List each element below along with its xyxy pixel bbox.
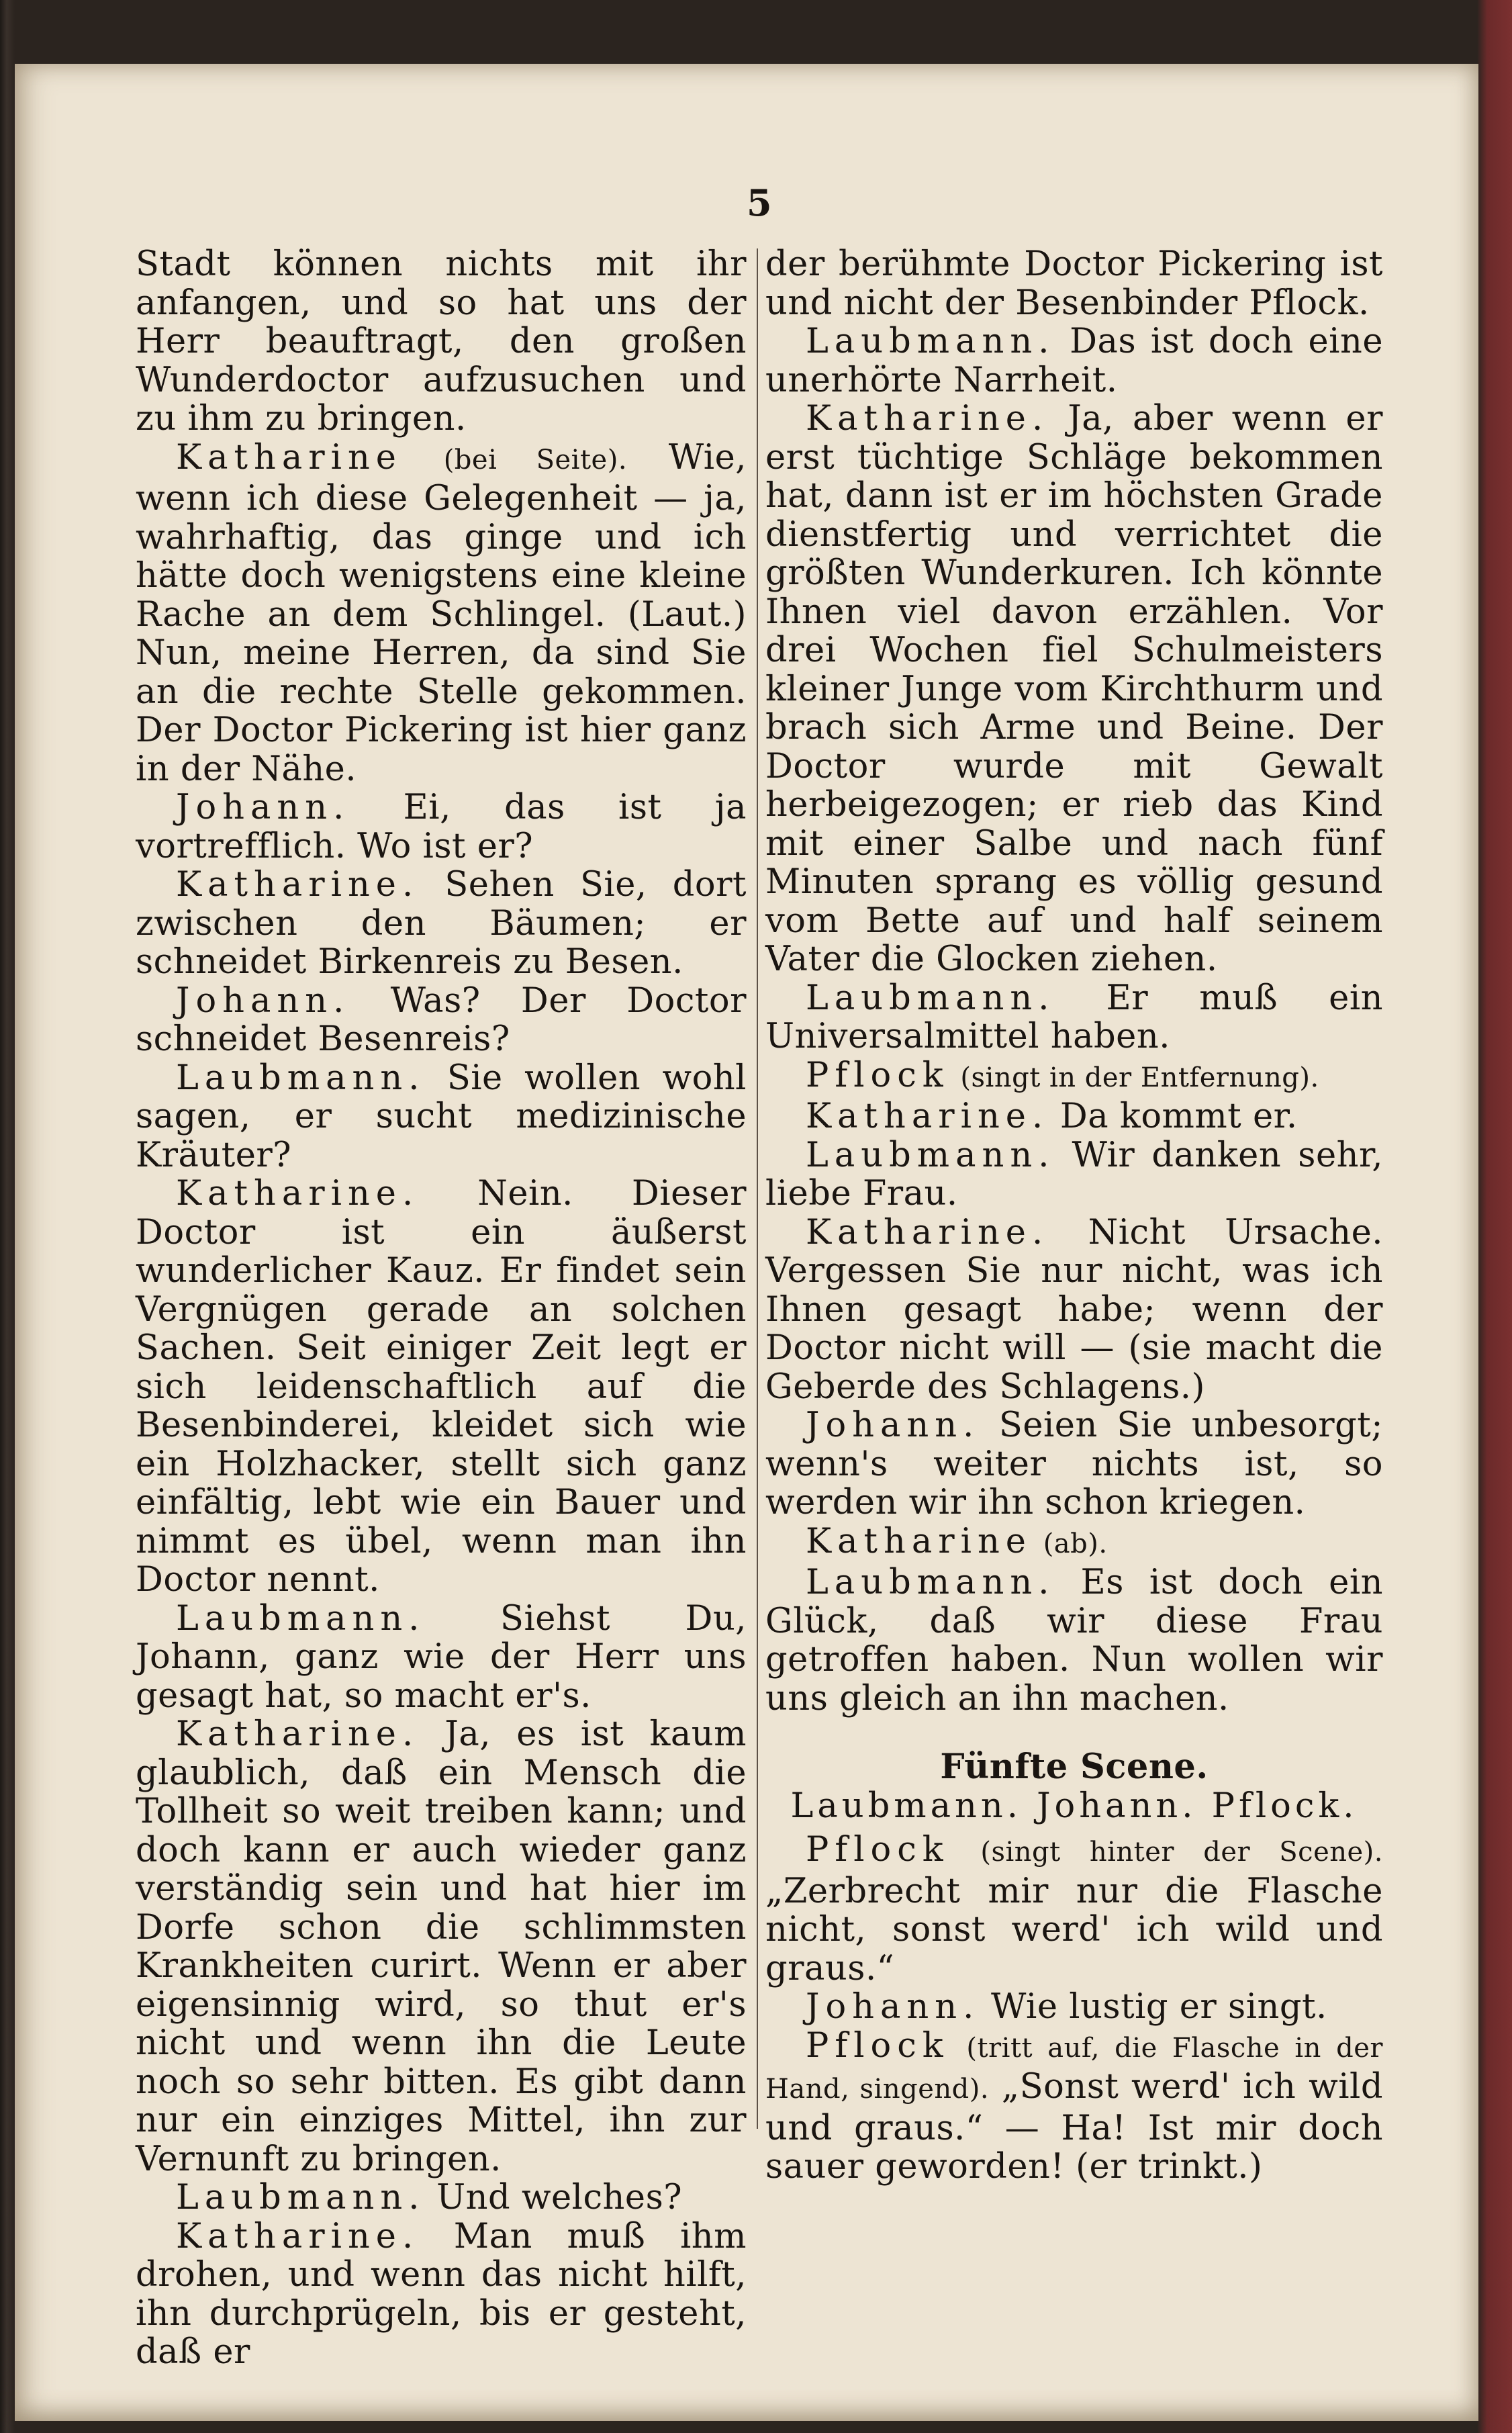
dialogue-text: Da kommt er.: [1059, 1097, 1298, 1136]
left-column: [136, 245, 747, 2372]
dialogue-paragraph: [765, 1136, 1383, 1213]
dialogue-paragraph: [136, 982, 747, 1059]
stage-direction: (singt in der Entfernung).: [960, 1062, 1319, 1093]
dialogue-text: Das ist doch eine unerhörte Narrheit.: [765, 322, 1383, 400]
speaker-name: Johann.: [176, 980, 350, 1021]
dialogue-paragraph: [136, 1175, 747, 1600]
right-column: [765, 245, 1383, 2187]
dialogue-text: Wie lustig er singt.: [991, 1987, 1327, 2027]
speaker-name: Pflock: [806, 2025, 949, 2066]
dialogue-paragraph: [136, 866, 747, 982]
stage-direction: (singt hinter der Scene).: [980, 1837, 1383, 1868]
dialogue-text: Sie wollen wohl sagen, er sucht medizinische Kräuter?: [136, 1058, 747, 1175]
stage-direction: (bei Seite).: [443, 444, 628, 475]
speaker-name: Laubmann.: [176, 1058, 426, 1098]
speaker-name: Katharine.: [176, 2216, 420, 2256]
dialogue-paragraph: [765, 322, 1383, 400]
dialogue-paragraph: [136, 2217, 747, 2372]
dialogue-text: Sehen Sie, dort zwischen den Bäumen; er schneidet Birkenreis zu Besen.: [136, 865, 747, 982]
dialogue-paragraph: [136, 1600, 747, 1716]
dialogue-text: Seien Sie unbesorgt; wenn's weiter nichts ist, so werden wir ihn schon kriegen.: [765, 1406, 1383, 1522]
speaker-name: Katharine.: [176, 1174, 420, 1213]
speaker-name: Johann.: [806, 1406, 980, 1445]
dialogue-paragraph: [765, 1213, 1383, 1407]
dialogue-text: Und welches?: [436, 2178, 683, 2217]
dialogue-text: „Zerbrecht mir nur die Flasche nicht, sonst werd' ich wild und graus.“: [765, 1871, 1383, 1988]
dialogue-text: Er muß ein Universalmittel haben.: [765, 978, 1383, 1056]
dialogue-paragraph: [765, 1406, 1383, 1522]
scene-heading: Fünfte Scene.: [940, 1747, 1209, 1787]
dialogue-paragraph: [765, 245, 1383, 322]
dialogue-paragraph: [765, 1563, 1383, 1718]
column-divider: [757, 248, 758, 2129]
right-column-dialogue: [765, 245, 1383, 1718]
dialogue-text: „Sonst werd' ich wild und graus.“ — Ha! Ist mir doch sauer geworden! (er trinkt.): [765, 2067, 1383, 2187]
speaker-name: Katharine.: [806, 1212, 1049, 1252]
speaker-name: Katharine.: [176, 1714, 420, 1754]
dialogue-paragraph: [765, 979, 1383, 1056]
dialogue-paragraph: [765, 1097, 1383, 1136]
speaker-name: Katharine: [176, 437, 402, 477]
dialogue-text: Stadt können nichts mit ihr anfangen, und so hat uns der Herr beauftragt, den großen Wunderdoctor aufzusuchen und zu ihm zu bringen.: [136, 244, 747, 439]
stage-direction: (ab).: [1043, 1528, 1108, 1559]
speaker-name: Laubmann.: [176, 2178, 426, 2217]
speaker-name: Laubmann.: [806, 322, 1055, 361]
dialogue-paragraph: [136, 1059, 747, 1175]
dialogue-text: Ei, das ist ja vortrefflich. Wo ist er?: [136, 788, 747, 866]
speaker-name: Katharine.: [806, 399, 1049, 439]
speaker-name: Johann.: [806, 1987, 980, 2027]
dialogue-paragraph: [765, 1988, 1383, 2027]
dialogue-text: Nein. Dieser Doctor ist ein äußerst wunderlicher Kauz. Er findet sein Vergnügen gerade an solchen Sachen. Seit einiger Zeit legt er sich leidenschaftlich auf die Besenbinderei, kleidet sich wie ein Holzhacker, stellt sich ganz einfältig, lebt wie ein Bauer und nimmt es übel, wenn man ihn Doctor nennt.: [136, 1174, 747, 1600]
page-number: 5: [747, 181, 772, 224]
dialogue-text: Ja, es ist kaum glaublich, daß ein Mensch die Tollheit so weit treiben kann; und doch kann er auch wieder ganz verständig sein und hat hier im Dorfe schon die schlimmsten Krankheiten curirt. Wenn er aber eigensinnig wird, so thut er's nicht und wenn ihn die Leute noch so sehr bitten. Es gibt dann nur ein einziges Mittel, ihn zur Vernunft zu bringen.: [136, 1714, 747, 2179]
dialogue-paragraph: [136, 2178, 747, 2217]
dialogue-text: Ja, aber wenn er erst tüchtige Schläge bekommen hat, dann ist er im höchsten Grade dienstfertig und verrichtet die größten Wunderkuren. Ich könnte Ihnen viel davon erzählen. Vor drei Wochen fiel Schulmeisters kleiner Junge vom Kirchthurm und brach sich Arme und Beine. Der Doctor wurde mit Gewalt herbeigezogen; er rieb das Kind mit einer Salbe und nach fünf Minuten sprang es völlig gesund vom Bette auf und half seinem Vater die Glocken ziehen.: [765, 399, 1383, 979]
dialogue-paragraph: [136, 788, 747, 866]
dialogue-text: Man muß ihm drohen, und wenn das nicht hilft, ihn durchprügeln, bis er gesteht, daß er: [136, 2216, 747, 2372]
dialogue-paragraph: [136, 439, 747, 789]
dialogue-text: Wir danken sehr, liebe Frau.: [765, 1135, 1383, 1213]
scene-dialogue: [765, 1831, 1383, 2187]
speaker-name: Katharine.: [806, 1097, 1049, 1136]
scene-cast: Laubmann. Johann. Pflock.: [790, 1786, 1358, 1826]
dialogue-text: der berühmte Doctor Pickering ist und nicht der Besenbinder Pflock.: [765, 244, 1383, 323]
dialogue-paragraph: [765, 1831, 1383, 1988]
speaker-name: Katharine: [806, 1521, 1032, 1561]
speaker-name: Laubmann.: [806, 1563, 1055, 1602]
dialogue-paragraph: [136, 1715, 747, 2178]
dialogue-paragraph: [136, 245, 747, 439]
dialogue-paragraph: [765, 1522, 1383, 1564]
dialogue-text: Es ist doch ein Glück, daß wir diese Frau getroffen haben. Nun wollen wir uns gleich an ihn machen.: [765, 1563, 1383, 1718]
speaker-name: Pflock: [806, 1830, 949, 1870]
speaker-name: Laubmann.: [176, 1598, 426, 1639]
speaker-name: Laubmann.: [806, 1135, 1055, 1175]
speaker-name: Katharine.: [176, 865, 420, 905]
dialogue-text: Nicht Ursache. Vergessen Sie nur nicht, was ich Ihnen gesagt habe; wenn der Doctor nicht will — (sie macht die Geberde des Schlagens.): [765, 1212, 1384, 1407]
dialogue-text: Siehst Du, Johann, ganz wie der Herr uns gesagt hat, so macht er's.: [136, 1598, 747, 1716]
speaker-name: Pflock: [806, 1055, 949, 1095]
book-page: [15, 64, 1478, 2421]
speaker-name: Laubmann.: [806, 978, 1055, 1018]
speaker-name: Johann.: [176, 788, 350, 827]
stage-direction: (tritt auf, die Flasche in der Hand, singend).: [765, 2032, 1383, 2105]
dialogue-paragraph: [765, 1056, 1383, 1098]
dialogue-text: Was? Der Doctor schneidet Besenreis?: [136, 980, 747, 1059]
dialogue-paragraph: [765, 2027, 1383, 2187]
dialogue-text: Wie, wenn ich diese Gelegenheit — ja, wahrhaftig, das ginge und ich hätte doch wenigstens eine kleine Rache an dem Schlingel. (Laut.) Nun, meine Herren, da sind Sie an die rechte Stelle gekommen. Der Doctor Pickering ist hier ganz in der Nähe.: [136, 437, 747, 789]
dialogue-paragraph: [765, 400, 1383, 979]
